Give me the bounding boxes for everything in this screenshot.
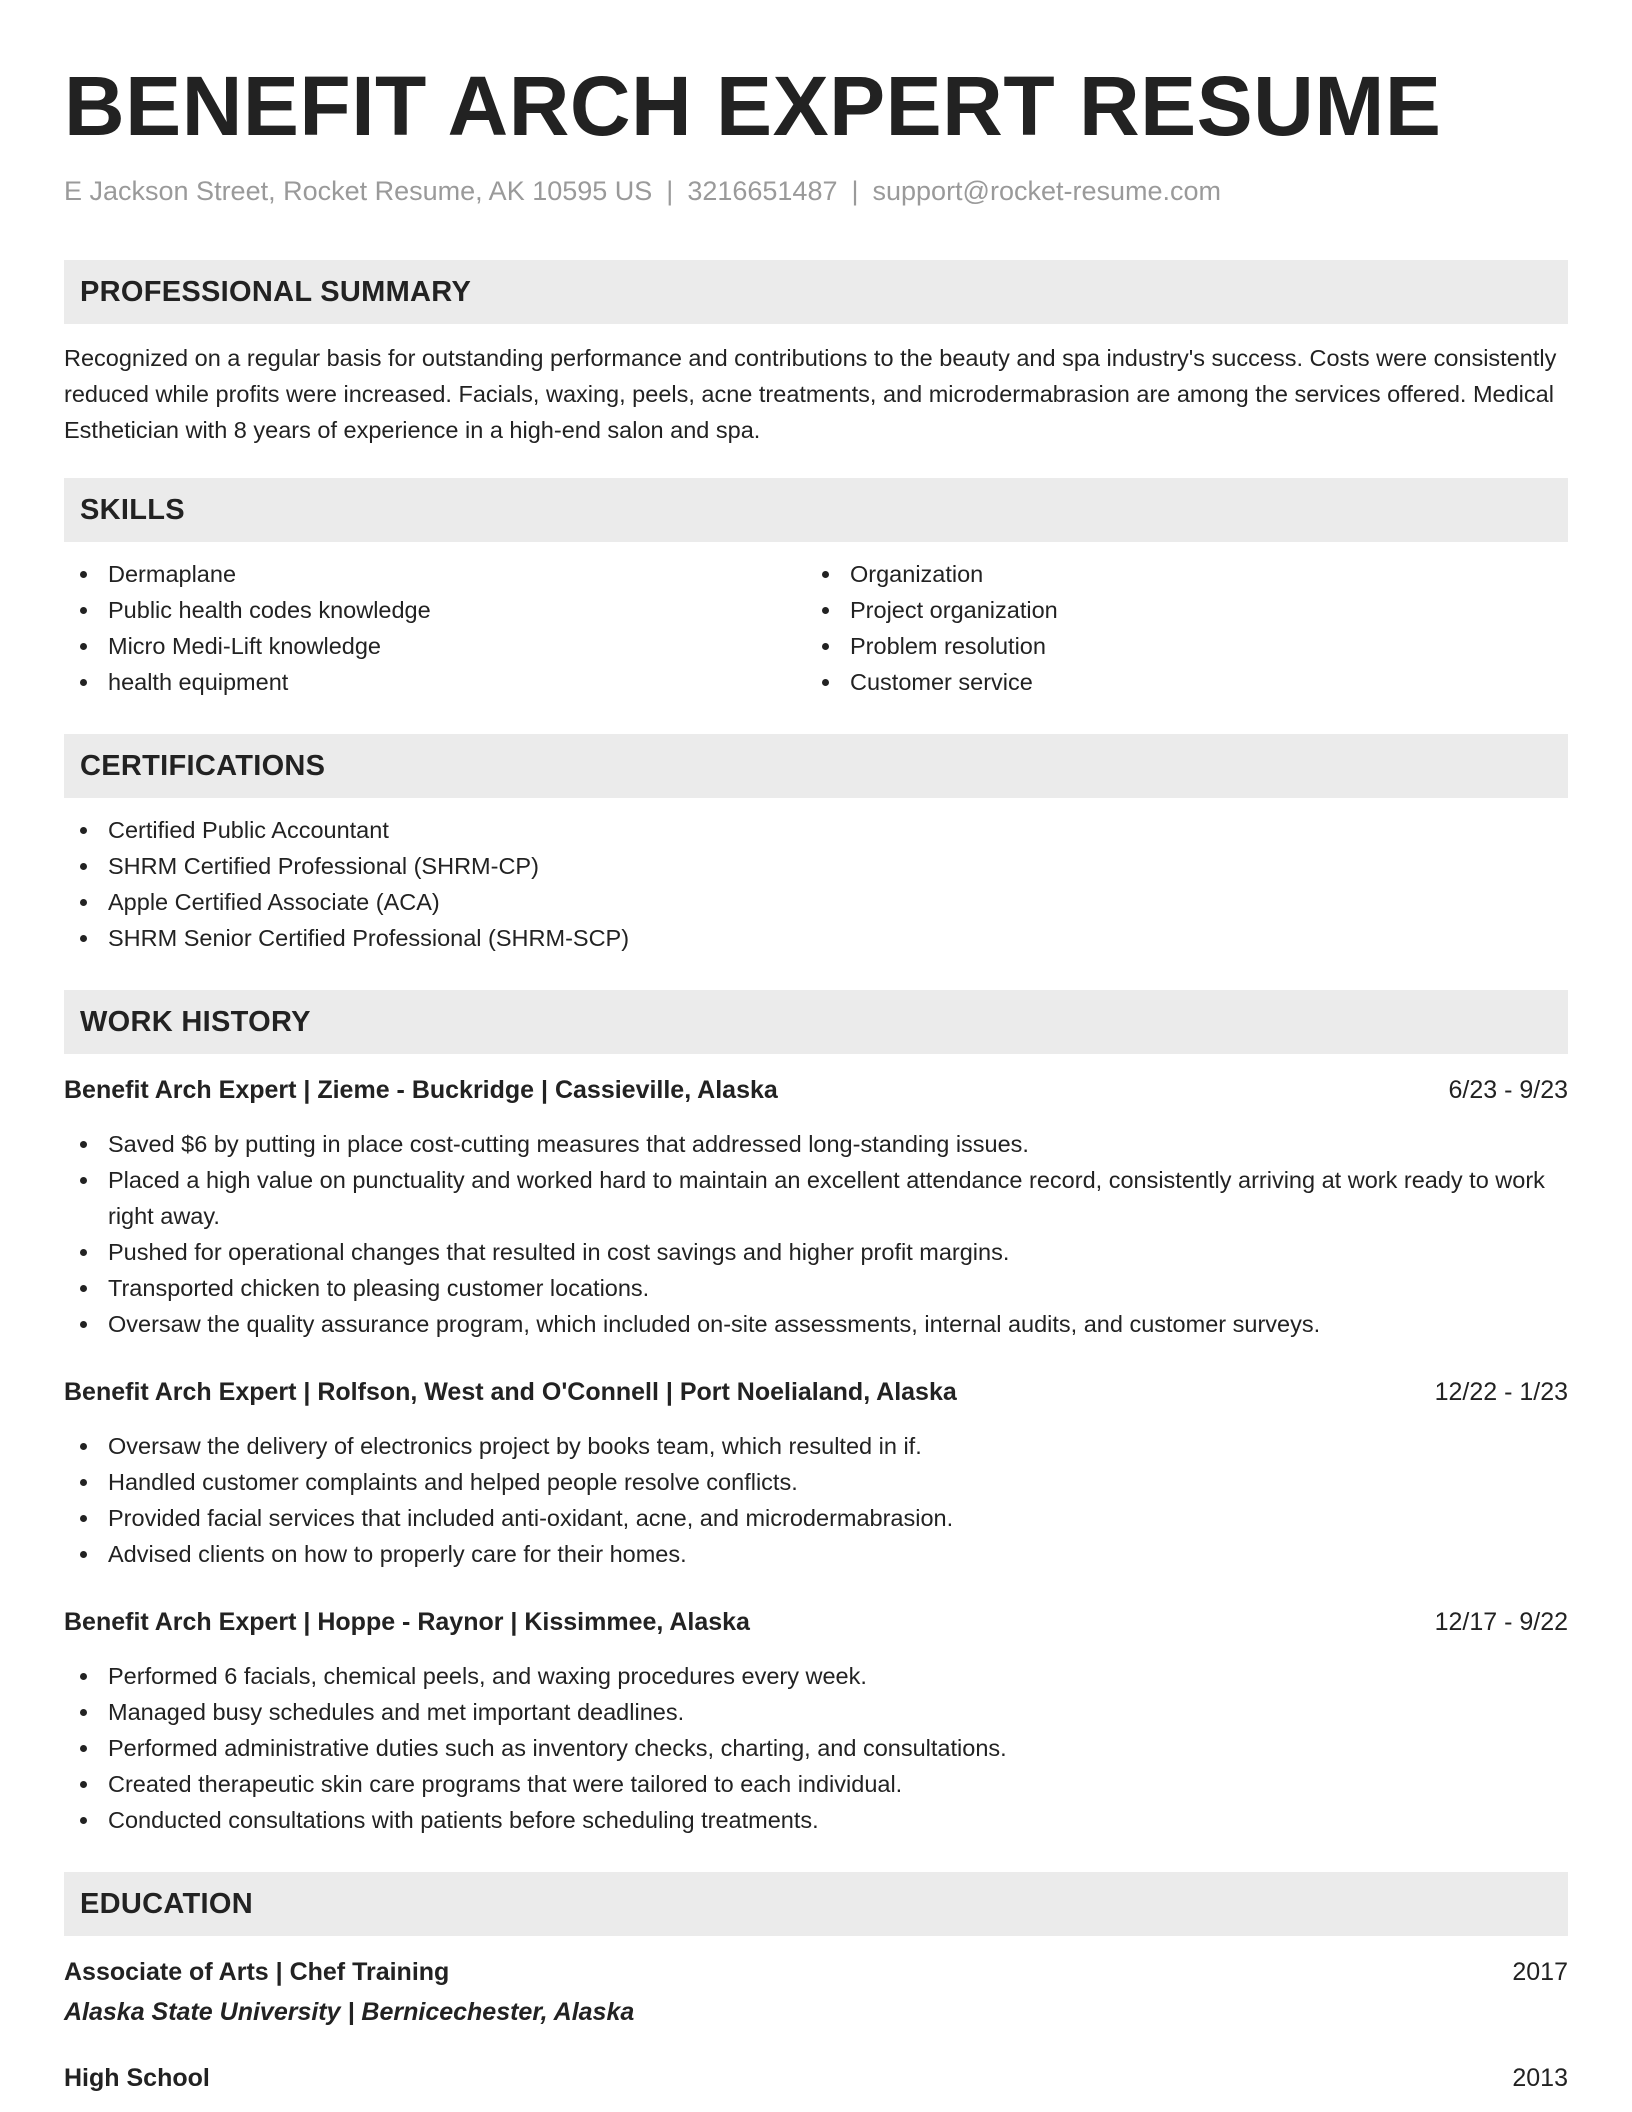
skill-item: Customer service — [806, 664, 1548, 700]
skill-item: Organization — [806, 556, 1548, 592]
job-bullet: Conducted consultations with patients before scheduling treatments. — [64, 1802, 1568, 1838]
contact-phone: 3216651487 — [687, 176, 838, 206]
job-bullet: Oversaw the delivery of electronics project by books team, which resulted in if. — [64, 1428, 1568, 1464]
job-entry — [64, 1072, 1568, 1342]
job-bullet: Performed administrative duties such as inventory checks, charting, and consultations. — [64, 1730, 1568, 1766]
job-header — [64, 1072, 1568, 1108]
skills-list-right — [806, 556, 1548, 700]
education-school: Alaska State University | Bernicechester, Alaska — [64, 1998, 635, 2026]
contact-email: support@rocket-resume.com — [872, 176, 1222, 206]
skills-grid — [64, 556, 1568, 700]
work-history-section — [64, 990, 1568, 1838]
job-dates: 12/17 - 9/22 — [1434, 1608, 1568, 1636]
skills-list-left — [64, 556, 806, 700]
education-degree: Associate of Arts | Chef Training — [64, 1958, 450, 1986]
contact-separator: | — [666, 176, 674, 206]
job-title: Benefit Arch Expert | Zieme - Buckridge | Cassieville, Alaska — [64, 1076, 778, 1104]
job-bullet: Handled customer complaints and helped people resolve conflicts. — [64, 1464, 1568, 1500]
job-title: Benefit Arch Expert | Rolfson, West and O'Connell | Port Noelialand, Alaska — [64, 1378, 957, 1406]
skill-item: Public health codes knowledge — [64, 592, 806, 628]
certifications-list — [64, 812, 1568, 956]
job-bullet: Managed busy schedules and met important deadlines. — [64, 1694, 1568, 1730]
skills-section — [64, 478, 1568, 700]
certification-item: SHRM Senior Certified Professional (SHRM-SCP) — [64, 920, 1568, 956]
job-bullet: Transported chicken to pleasing customer locations. — [64, 1270, 1568, 1306]
education-section — [64, 1872, 1568, 2096]
resume-title: BENEFIT ARCH EXPERT RESUME — [64, 59, 1442, 153]
job-bullet: Advised clients on how to properly care for their homes. — [64, 1536, 1568, 1572]
contact-separator: | — [851, 176, 859, 206]
certification-item: SHRM Certified Professional (SHRM-CP) — [64, 848, 1568, 884]
job-header — [64, 1374, 1568, 1410]
summary-section — [64, 260, 1568, 448]
skill-item: Micro Medi-Lift knowledge — [64, 628, 806, 664]
summary-heading: PROFESSIONAL SUMMARY — [64, 260, 1568, 324]
job-bullet: Placed a high value on punctuality and worked hard to maintain an excellent attendance record, consistently arriving at work ready to work right away. — [64, 1162, 1568, 1234]
skill-item: health equipment — [64, 664, 806, 700]
skill-item: Dermaplane — [64, 556, 806, 592]
education-entry — [64, 1954, 1568, 2030]
summary-text: Recognized on a regular basis for outstanding performance and contributions to the beauty and spa industry's success. Costs were consistently reduced while profits were increased. Facials, waxing, peels, acne treatments, and microdermabrasion are among the services offered. Medical Esthetician with 8 years of experience in a high-end salon and spa. — [64, 345, 1557, 443]
job-bullet: Pushed for operational changes that resulted in cost savings and higher profit margins. — [64, 1234, 1568, 1270]
job-bullets — [64, 1126, 1568, 1342]
job-bullets — [64, 1428, 1568, 1572]
contact-line — [64, 174, 1568, 208]
job-bullet: Created therapeutic skin care programs that were tailored to each individual. — [64, 1766, 1568, 1802]
education-year: 2017 — [1512, 1958, 1568, 1986]
job-entry — [64, 1604, 1568, 1838]
certifications-heading: CERTIFICATIONS — [64, 734, 1568, 798]
certifications-section — [64, 734, 1568, 956]
job-bullets — [64, 1658, 1568, 1838]
job-bullet: Oversaw the quality assurance program, which included on-site assessments, internal audits, and customer surveys. — [64, 1306, 1568, 1342]
skills-heading: SKILLS — [64, 478, 1568, 542]
education-entry — [64, 2060, 1568, 2096]
education-heading: EDUCATION — [64, 1872, 1568, 1936]
education-degree: High School — [64, 2064, 210, 2092]
job-header — [64, 1604, 1568, 1640]
education-header — [64, 2060, 1568, 2096]
certification-item: Apple Certified Associate (ACA) — [64, 884, 1568, 920]
work-history-heading: WORK HISTORY — [64, 990, 1568, 1054]
skill-item: Problem resolution — [806, 628, 1548, 664]
contact-address: E Jackson Street, Rocket Resume, AK 10595 US — [64, 176, 653, 206]
certification-item: Certified Public Accountant — [64, 812, 1568, 848]
job-bullet: Saved $6 by putting in place cost-cutting measures that addressed long-standing issues. — [64, 1126, 1568, 1162]
skill-item: Project organization — [806, 592, 1548, 628]
job-bullet: Performed 6 facials, chemical peels, and waxing procedures every week. — [64, 1658, 1568, 1694]
job-bullet: Provided facial services that included anti-oxidant, acne, and microdermabrasion. — [64, 1500, 1568, 1536]
job-dates: 12/22 - 1/23 — [1434, 1378, 1568, 1406]
education-year: 2013 — [1512, 2064, 1568, 2092]
job-entry — [64, 1374, 1568, 1572]
job-title: Benefit Arch Expert | Hoppe - Raynor | Kissimmee, Alaska — [64, 1608, 750, 1636]
job-dates: 6/23 - 9/23 — [1448, 1076, 1568, 1104]
education-header — [64, 1954, 1568, 1990]
